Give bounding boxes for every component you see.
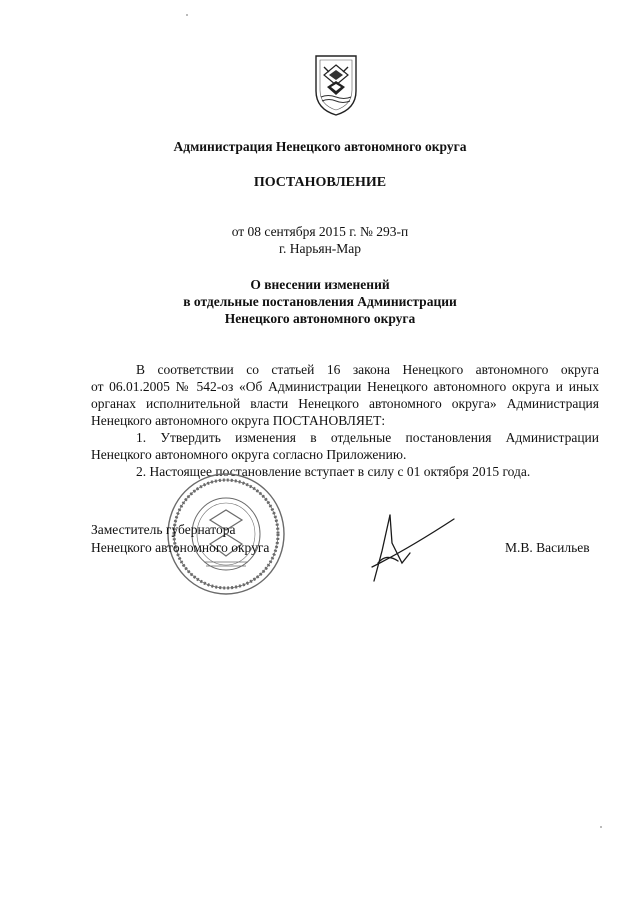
body-item-line: Ненецкого автономного округа согласно Приложению. — [91, 447, 407, 462]
document-subject — [0, 276, 640, 327]
scan-speck — [600, 826, 602, 828]
body-paragraph-line: В соответствии со статьей 16 закона Ненецкого автономного округа — [136, 362, 599, 377]
body-paragraph-line: Ненецкого автономного округа ПОСТАНОВЛЯЕТ: — [91, 413, 386, 428]
signatory-position — [91, 521, 269, 557]
body-item-line: 1. Утвердить изменения в отдельные постановления Администрации — [136, 430, 599, 445]
document-date-number: от 08 сентября 2015 г. № 293-п — [231, 224, 409, 239]
document-place: г. Нарьян-Мар — [278, 241, 362, 256]
handwritten-signature-icon — [368, 505, 458, 585]
body-item-line: 2. Настоящее постановление вступает в силу с 01 октября 2015 года. — [136, 464, 531, 479]
subject-line: в отдельные постановления Администрации — [183, 294, 457, 309]
body-paragraph-line: от 06.01.2005 № 542-оз «Об Администрации Ненецкого автономного округа и иных — [91, 379, 599, 394]
subject-line: О внесении изменений — [250, 277, 390, 292]
coat-of-arms-icon — [313, 53, 359, 117]
body-paragraph-line: органах исполнительной власти Ненецкого автономного округа» Администрация — [91, 396, 599, 411]
document-body — [91, 361, 599, 480]
signatory-position-line: Ненецкого автономного округа — [91, 540, 270, 555]
scan-speck — [186, 14, 188, 16]
document-type: ПОСТАНОВЛЕНИЕ — [253, 175, 387, 190]
organization-title: Администрация Ненецкого автономного округа — [173, 139, 467, 154]
signatory-position-line: Заместитель губернатора — [91, 522, 236, 537]
signatory-name: М.В. Васильев — [505, 540, 590, 555]
subject-line: Ненецкого автономного округа — [224, 311, 416, 326]
